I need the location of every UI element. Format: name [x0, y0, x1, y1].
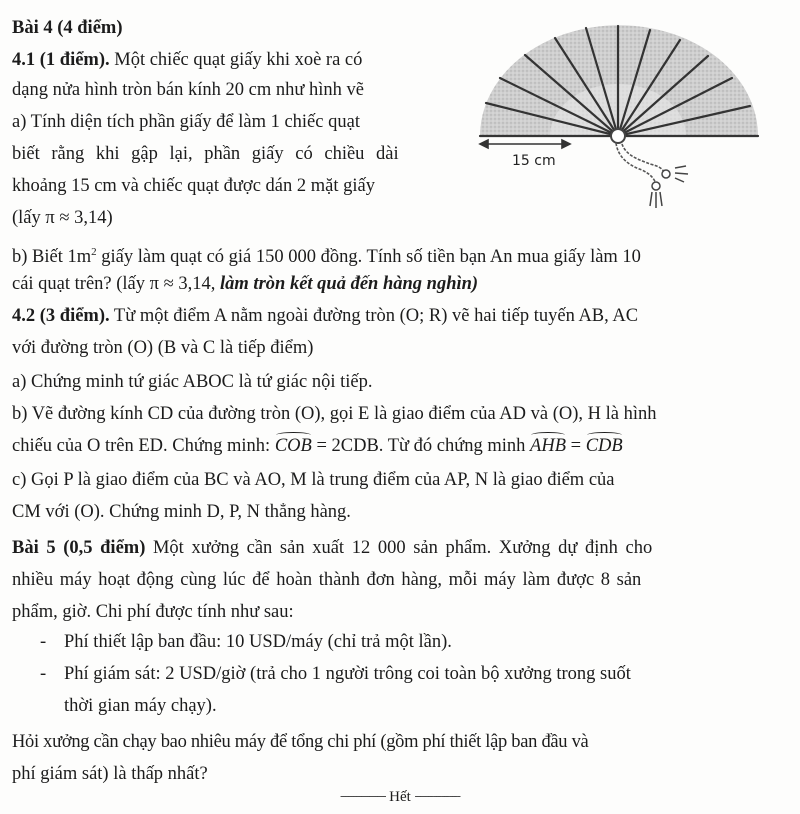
rounding-instruction: làm tròn kết quả đến hàng nghìn) [220, 274, 479, 294]
problem5-label: Bài 5 (0,5 điểm) [12, 538, 146, 558]
part42-c-line1: c) Gọi P là giao điểm của BC và AO, M là trung điểm của AP, N là giao điểm của [12, 470, 615, 490]
part41-b-pre: b) Biết 1m [12, 247, 92, 268]
bullet-text: Phí thiết lập ban đầu: 10 USD/máy (chỉ trả một lần). [64, 632, 452, 652]
part42-line1 [12, 304, 638, 328]
part41-line2: dạng nửa hình tròn bán kính 20 cm như hình vẽ [12, 80, 364, 100]
problem4-title [12, 16, 122, 40]
problem5-line3: phẩm, giờ. Chi phí được tính như sau: [12, 602, 294, 622]
part41-b-line2 [12, 272, 478, 296]
problem4-title-text: Bài 4 (4 điểm) [12, 18, 123, 38]
angle-cob: COB [274, 436, 312, 456]
part41-intro: Một chiếc quạt giấy khi xoè ra có [109, 50, 363, 70]
part42-intro: Từ một điểm A nằm ngoài đường tròn (O; R) vẽ hai tiếp tuyến AB, AC [109, 306, 639, 326]
part41-label: 4.1 (1 điểm). [12, 50, 110, 70]
equals-sign: = [566, 436, 586, 456]
part41-a-line4: (lấy π ≈ 3,14) [12, 208, 113, 228]
part41-line1 [12, 48, 362, 72]
part42-label: 4.2 (3 điểm). [12, 306, 110, 326]
part42-b2-pre: chiếu của O trên ED. Chứng minh: [12, 436, 275, 456]
bullet-text: Phí giám sát: 2 USD/giờ (trả cho 1 người trông coi toàn bộ xưởng trong suốt [64, 664, 631, 684]
part42-b-line2 [12, 434, 623, 458]
part42-a: a) Chứng minh tứ giác ABOC là tứ giác nội tiếp. [12, 372, 373, 392]
part42-c-line2: CM với (O). Chứng minh D, P, N thẳng hàng. [12, 502, 351, 522]
bullet-dash: - [40, 632, 47, 652]
bullet-item-supervision-fee-cont: thời gian máy chạy). [64, 696, 217, 716]
end-of-exam-marker [0, 789, 800, 806]
bullet-dash: - [40, 664, 47, 684]
part41-a-line1: a) Tính diện tích phần giấy để làm 1 chiếc quạt [12, 112, 360, 132]
problem5-question-line2: phí giám sát) là thấp nhất? [12, 764, 208, 784]
dimension-arrow [480, 140, 570, 148]
problem5-line1 [12, 536, 652, 560]
fan-dimension-label: 15 cm [512, 153, 556, 169]
part41-b2-pre: cái quạt trên? (lấy π ≈ 3,14, [12, 274, 221, 294]
part42-b-line1: b) Vẽ đường kính CD của đường tròn (O), gọi E là giao điểm của AD và (O), H là hình [12, 404, 657, 424]
angle-ahb: AHB [530, 436, 567, 456]
fan-pivot [611, 129, 625, 143]
end-text: Hết [389, 789, 411, 805]
part41-b-line1 [12, 240, 641, 269]
angle-cdb: CDB [585, 436, 623, 456]
problem5-question-line1: Hỏi xưởng cần chạy bao nhiêu máy để tổng chi phí (gồm phí thiết lập ban đầu và [12, 732, 589, 752]
superscript-2: 2 [91, 246, 97, 258]
problem5-intro: Một xưởng cần sản xuất 12 000 sản phẩm. Xưởng dự định cho [145, 538, 653, 558]
paper-fan-figure [470, 18, 770, 218]
part42-b2-mid: = 2CDB. Từ đó chứng minh [311, 436, 531, 456]
part41-b-post: giấy làm quạt có giá 150 000 đồng. Tính số tiền bạn An mua giấy làm 10 [96, 247, 641, 268]
dashes-right: ----------------- [414, 790, 460, 802]
part42-line2: với đường tròn (O) (B và C là tiếp điểm) [12, 338, 314, 358]
dashes-left: ----------------- [340, 790, 386, 802]
part41-a-line3: khoảng 15 cm và chiếc quạt được dán 2 mặt giấy [12, 176, 375, 196]
part41-a-line2: biết rằng khi gập lại, phần giấy có chiều dài [12, 144, 399, 164]
problem5-line2: nhiều máy hoạt động cùng lúc để hoàn thành đơn hàng, mỗi máy làm được 8 sản [12, 570, 642, 590]
